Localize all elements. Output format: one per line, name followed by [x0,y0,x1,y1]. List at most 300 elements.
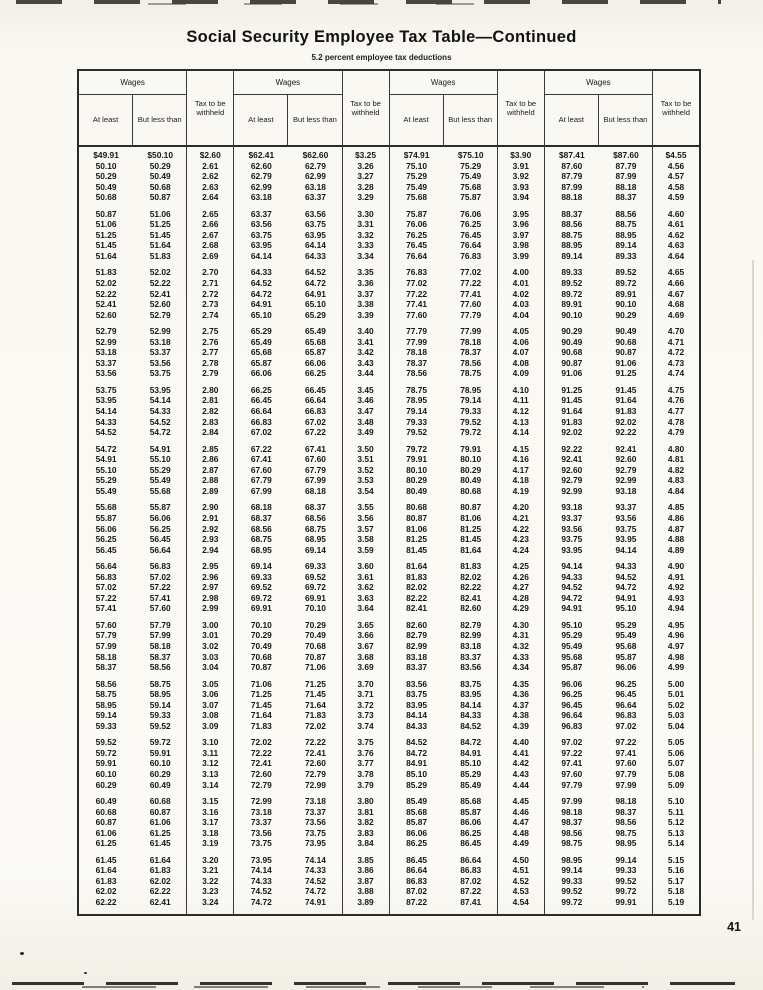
table-row [234,561,388,572]
but-less-than-value: 76.45 [460,229,482,240]
at-least-value: 70.49 [250,640,272,651]
but-less-than-value: 58.18 [149,640,171,651]
at-least-value: 88.37 [561,208,583,219]
at-least-value: 84.72 [406,747,428,758]
table-row [79,545,233,556]
but-less-than-label: But less than [448,115,493,125]
table-row [234,545,388,556]
tax-value: 4.49 [512,838,529,849]
at-least-value: 52.41 [95,299,117,310]
at-least-value: 93.18 [561,502,583,513]
but-less-than-value: 88.18 [615,181,637,192]
tax-value: 3.78 [357,768,374,779]
at-least-value: 61.64 [95,865,117,876]
but-less-than-value: 98.37 [615,806,637,817]
table-row [545,838,699,849]
table-row [79,897,233,908]
table-row [545,897,699,908]
at-least-value: 84.91 [406,758,428,769]
tax-value: 4.83 [667,475,685,486]
scan-artifact-side [752,260,754,920]
row-block [390,385,544,438]
at-least-value: 94.33 [561,571,583,582]
but-less-than-value: 57.79 [149,619,171,630]
table-row [79,299,233,310]
but-less-than-value: 92.79 [615,464,637,475]
tax-value: 2.88 [202,475,219,486]
at-least-value: 79.14 [406,406,428,417]
but-less-than-value: 50.49 [149,171,171,182]
at-least-value: 96.25 [561,689,583,700]
at-least-value: 96.83 [561,720,583,731]
at-least-value: 87.22 [406,897,428,907]
tax-value: 5.10 [667,796,685,807]
table-row [79,758,233,769]
but-less-than-value: 66.64 [304,395,326,406]
at-least-value: 85.68 [406,806,428,817]
tax-value: 4.14 [512,427,529,438]
tax-value: 2.79 [202,368,219,379]
but-less-than-value: 66.06 [304,357,326,368]
table-row [390,240,544,251]
at-least-value: 97.79 [561,779,583,790]
at-least-value: 93.75 [561,534,583,545]
tax-value: 4.23 [512,534,529,545]
table-row [79,748,233,759]
table-row [79,630,233,641]
but-less-than-value: 58.95 [149,689,171,700]
table-row [234,171,388,182]
table-row [79,679,233,690]
table-row [545,796,699,807]
tax-value: 3.18 [202,827,219,838]
group-header [79,71,233,147]
table-row [545,417,699,428]
at-least-value: 70.68 [250,651,272,662]
tax-value: 2.90 [202,502,219,513]
at-least-value: 65.10 [250,309,272,320]
table-row [390,454,544,465]
but-less-than-value: 54.14 [149,395,171,406]
tax-value: 4.43 [512,768,529,779]
table-row [545,641,699,652]
table-row [390,780,544,791]
at-least-value: 95.49 [561,640,583,651]
row-block [234,737,388,790]
table-row [234,326,388,337]
table-row [390,358,544,369]
at-least-value: 95.29 [561,630,583,641]
tax-value: 3.59 [357,544,374,555]
table-row [390,545,544,556]
at-least-value: 86.06 [406,827,428,838]
at-least-value: 99.52 [561,886,583,897]
at-least-value: 66.83 [250,416,272,427]
tax-value: 3.00 [202,619,219,630]
table-row [234,192,388,203]
table-row [545,561,699,572]
but-less-than-value: 52.79 [149,309,171,320]
tax-value: 4.13 [512,416,529,427]
at-least-value: 55.29 [95,475,117,486]
tax-value: 4.24 [512,544,529,555]
at-least-value: 66.64 [250,406,272,417]
at-least-value: 78.75 [406,384,428,395]
at-least-value: 97.41 [561,758,583,769]
table-row [390,444,544,455]
at-least-value: 78.56 [406,368,428,379]
tax-value: 4.56 [667,160,685,171]
tax-value: 2.92 [202,523,219,534]
but-less-than-value: 64.72 [304,278,326,289]
at-least-value: 58.75 [95,689,117,700]
tax-value: 3.69 [357,662,374,673]
table-row [545,289,699,300]
but-less-than-value: 91.06 [615,357,637,368]
tax-withheld-label: Tax to be withheld [194,98,226,117]
but-less-than-value: 60.87 [149,806,171,817]
row-block [545,267,699,320]
tax-value: 3.54 [357,485,374,496]
tax-value: 3.12 [202,758,219,769]
tax-value: 3.73 [357,710,374,721]
but-less-than-value: 78.75 [460,368,482,379]
tax-value: 4.06 [512,336,529,347]
table-row [79,620,233,631]
table-row [79,689,233,700]
tax-value: 2.80 [202,384,219,395]
but-less-than-value: 97.41 [615,747,637,758]
at-least-value: 59.33 [95,720,117,731]
tax-value: 3.91 [512,160,529,171]
at-least-value: 60.10 [95,768,117,779]
at-least-value: 55.87 [95,512,117,523]
at-least-value: 61.83 [95,875,117,886]
at-least-value: 82.60 [406,619,428,630]
at-least-value: 57.22 [95,592,117,603]
tax-value: 4.00 [512,267,529,278]
tax-value: 3.23 [202,886,219,897]
at-least-value: 84.14 [406,710,428,721]
table-row [79,572,233,583]
tax-value: 3.24 [202,897,219,907]
tax-value: 3.80 [357,796,374,807]
but-less-than-value: 71.83 [304,710,326,721]
at-least-value: 72.22 [250,747,272,758]
at-least-value: 82.99 [406,640,428,651]
tax-value: 3.19 [202,838,219,849]
table-row [79,886,233,897]
tax-value: 2.89 [202,485,219,496]
row-block [234,620,388,673]
but-less-than-value: 62.22 [149,886,171,897]
but-less-than-value: 70.29 [304,619,326,630]
tax-value: 2.81 [202,395,219,406]
at-least-value: 51.83 [95,267,117,278]
row-block [545,796,699,849]
but-less-than-value: 69.72 [304,582,326,593]
but-less-than-value: 87.02 [460,875,482,886]
at-least-value: 59.91 [95,758,117,769]
tax-value: 3.49 [357,427,374,438]
at-least-value: 97.22 [561,747,583,758]
row-block [234,444,388,497]
but-less-than-value: 65.87 [304,347,326,358]
table-row [545,358,699,369]
scan-artifact-top-2 [90,3,520,5]
table-row [390,326,544,337]
but-less-than-value: 61.45 [149,838,171,849]
tax-value: 3.39 [357,309,374,320]
scan-speck [20,952,24,955]
tax-value: 3.20 [202,854,219,865]
tax-value: 2.87 [202,464,219,475]
but-less-than-value: 57.99 [149,630,171,641]
but-less-than-value: 64.33 [304,250,326,261]
tax-value: 4.18 [512,475,529,486]
tax-value: 3.08 [202,710,219,721]
tax-value: 4.86 [667,512,685,523]
but-less-than-value: 88.37 [615,192,637,203]
at-least-value: 71.25 [250,689,272,700]
table-row [79,855,233,866]
but-less-than-value: 93.56 [615,512,637,523]
tax-value: 4.70 [667,326,685,337]
at-least-value: 83.95 [406,699,428,710]
at-least-value: 67.41 [250,454,272,465]
at-least-value: 55.10 [95,464,117,475]
tax-value: 2.97 [202,582,219,593]
tax-value: 4.79 [667,427,685,438]
but-less-than-value: 55.10 [149,454,171,465]
but-less-than-value: 94.33 [615,561,637,572]
but-less-than-value: 70.10 [304,603,326,614]
but-less-than-value: 95.29 [615,619,637,630]
but-less-than-value: 87.41 [460,897,482,907]
table-row [234,641,388,652]
but-less-than-value: 69.14 [304,544,326,555]
table-row [390,679,544,690]
at-least-label: At least [79,95,133,145]
but-less-than-value: 98.75 [615,827,637,838]
at-least-value: 72.79 [250,779,272,790]
table-row [545,368,699,379]
table-row [234,689,388,700]
at-least-value: 85.49 [406,796,428,807]
but-less-than-value: 92.99 [615,475,637,486]
tax-value: 3.35 [357,267,374,278]
at-least-value: 93.95 [561,544,583,555]
table-row [390,737,544,748]
table-row [234,289,388,300]
but-less-than-value: 63.37 [304,192,326,203]
at-least-value: 58.37 [95,662,117,673]
table-row [79,796,233,807]
tax-value: 3.47 [357,406,374,417]
but-less-than-value: 73.37 [304,806,326,817]
at-least-value: 75.10 [406,160,428,171]
at-least-value: 94.72 [561,592,583,603]
but-less-than-value: 99.14 [615,854,637,865]
tax-value: 5.05 [667,737,685,748]
but-less-than-value: 77.22 [460,278,482,289]
table-row [545,347,699,358]
tax-value: 4.95 [667,619,685,630]
table-row [79,817,233,828]
but-less-than-value: $75.10 [457,150,484,160]
table-row [234,368,388,379]
table-row [545,454,699,465]
but-less-than-value: 82.02 [460,571,482,582]
but-less-than-value: 65.10 [304,299,326,310]
row-block [545,502,699,555]
at-least-value: 94.14 [561,561,583,572]
but-less-than-value: 73.75 [304,827,326,838]
tax-value: 4.61 [667,219,685,230]
group-header [234,71,388,147]
table-row [79,385,233,396]
at-least-value: 82.41 [406,603,428,614]
but-less-than-value: 95.10 [615,603,637,614]
but-less-than-value: 62.99 [304,171,326,182]
table-row [545,545,699,556]
table-row [545,161,699,172]
table-column-group [389,71,544,914]
but-less-than-value: 90.49 [615,326,637,337]
table-row [79,368,233,379]
at-least-value: 63.18 [250,192,272,203]
at-least-label: At least [390,95,444,145]
row-block [545,209,699,262]
but-less-than-value: 78.37 [460,347,482,358]
table-row [545,662,699,673]
but-less-than-value: 59.33 [149,710,171,721]
at-least-value: 79.33 [406,416,428,427]
tax-value: 3.22 [202,875,219,886]
table-row [545,171,699,182]
row-block [234,150,388,203]
tax-value: 2.98 [202,592,219,603]
row-block [234,502,388,555]
tax-value: 4.45 [512,796,529,807]
at-least-value: 73.95 [250,854,272,865]
tax-value: 4.87 [667,523,685,534]
but-less-than-value: 80.87 [460,502,482,513]
tax-value: 3.21 [202,865,219,876]
table-row [234,278,388,289]
at-least-value: 69.52 [250,582,272,593]
at-least-value: 94.52 [561,582,583,593]
table-row [79,454,233,465]
but-less-than-value: 89.91 [615,288,637,299]
group-body [79,147,233,914]
but-less-than-value: 72.02 [304,720,326,731]
table-row [79,828,233,839]
table-row [390,582,544,593]
tax-value: 3.29 [357,192,374,203]
tax-value: 3.38 [357,299,374,310]
table-row [79,807,233,818]
table-row [390,710,544,721]
table-row [545,758,699,769]
table-row [79,486,233,497]
at-least-value: 98.75 [561,838,583,849]
but-less-than-value: 56.45 [149,534,171,545]
but-less-than-value: 91.25 [615,368,637,379]
row-block [234,326,388,379]
tax-value: 4.76 [667,395,685,406]
tax-value: 3.06 [202,689,219,700]
but-less-than-value: 58.56 [149,662,171,673]
row-block [79,855,233,908]
table-row [234,700,388,711]
tax-value: 2.76 [202,336,219,347]
table-row [390,406,544,417]
tax-value: 3.96 [512,219,529,230]
but-less-than-value: 74.33 [304,865,326,876]
tax-value: 3.15 [202,796,219,807]
tax-value: 3.85 [357,854,374,865]
at-least-value: 74.72 [250,897,272,907]
but-less-than-value: 81.06 [460,512,482,523]
but-less-than-value: 54.72 [149,427,171,438]
but-less-than-value: 84.33 [460,710,482,721]
but-less-than-value: 70.87 [304,651,326,662]
but-less-than-value: 68.95 [304,534,326,545]
but-less-than-value: 53.75 [149,368,171,379]
table-row [234,582,388,593]
tax-value: 4.20 [512,502,529,513]
at-least-value: 97.99 [561,796,583,807]
tax-value: 4.35 [512,678,529,689]
tax-value: 4.62 [667,229,685,240]
at-least-value: 86.25 [406,838,428,849]
but-less-than-value: 57.22 [149,582,171,593]
but-less-than-value: 86.25 [460,827,482,838]
tax-value: 3.92 [512,171,529,182]
table-row [545,865,699,876]
but-less-than-value: 52.22 [149,278,171,289]
tax-value: 4.65 [667,267,685,278]
group-body [545,147,699,914]
but-less-than-value: 55.49 [149,475,171,486]
tax-value: $2.60 [199,150,221,160]
tax-value: 3.41 [357,336,374,347]
tax-value: 4.01 [512,278,529,289]
but-less-than-value: 89.72 [615,278,637,289]
table-row [545,700,699,711]
table-row [545,395,699,406]
table-row [79,465,233,476]
table-row [390,603,544,614]
but-less-than-value: 98.95 [615,838,637,849]
row-block [79,326,233,379]
tax-value: 3.56 [357,512,374,523]
but-less-than-value: 54.52 [149,416,171,427]
table-row [234,603,388,614]
table-row [545,524,699,535]
but-less-than-value: 67.41 [304,443,326,454]
tax-value: 4.36 [512,689,529,700]
but-less-than-value: 82.79 [460,619,482,630]
but-less-than-value: 60.29 [149,768,171,779]
table-row [545,876,699,887]
at-least-value: 53.75 [95,384,117,395]
table-row [79,161,233,172]
at-least-value: 71.64 [250,710,272,721]
tax-value: 3.51 [357,454,374,465]
tax-value: 4.84 [667,485,685,496]
